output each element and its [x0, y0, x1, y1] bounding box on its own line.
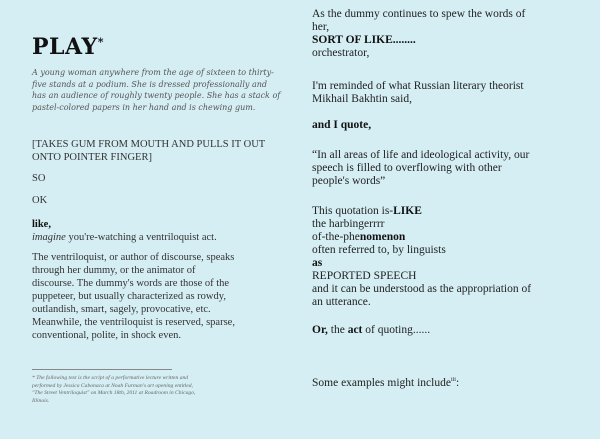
- quote-intro: and I quote,: [312, 119, 372, 131]
- right-para-2: I'm reminded of what Russian literary theorist Mikhail Bakhtin said,: [312, 80, 524, 105]
- stage-intro: A young woman anywhere from the age of sixteen to thirty- five stands at a podium. She is dressed professionally and has an audience of roughly twenty people. She has a stack of pastel-colored papers in her hand and is chewing gum.: [32, 68, 281, 112]
- right-para-1: As the dummy continues to spew the words of her, SORT OF LIKE........ orchestrator,: [312, 8, 526, 59]
- line-so: SO: [32, 173, 46, 184]
- quoting-line: Or, the act of quoting......: [312, 324, 431, 336]
- examples-line: Some examples might include$^{iii}$:: [312, 376, 460, 389]
- footnote: * The following text is the script of a performative lecture written and performed by Jessica Cabonaca at Noah Furman's art opening entitled, "The Street Ventriloquist" on March 18th, 2011 at Roadroom in Chicago, Illinois.: [32, 375, 196, 404]
- line-ok: OK: [32, 195, 48, 206]
- page-title: PLAY*: [32, 34, 104, 60]
- bakhtin-quote: “In all areas of life and ideological activity, our speech is filled to overflowing with other people's words”: [312, 149, 530, 187]
- ventriloquist-paragraph: The ventriloquist, or author of discourse, speaks through her dummy, or the animator of discourse. The dummy's words are those of the puppeteer, but usually characterized as rowdy, outlandish, smart, sagely, provocative, etc. Meanwhile, the ventriloquist is reserved, sparse, conventional, polite, in shock even.: [32, 252, 235, 341]
- right-para-3: This quotation is-LIKE the harbingerrrr of-the-phenomenon often referred to, by linguists as REPORTED SPEECH and it can be understood as the appropriation of an utterance.: [312, 205, 532, 308]
- line-like: like, imagine you're-watching a ventriloquist act.: [32, 219, 217, 243]
- endnote-mark: iii: [450, 377, 456, 383]
- footnote-mark: *: [97, 35, 104, 49]
- stage-direction: [TAKES GUM FROM MOUTH AND PULLS IT OUT ONTO POINTER FINGER]: [32, 139, 266, 163]
- footnote-divider: [32, 369, 172, 370]
